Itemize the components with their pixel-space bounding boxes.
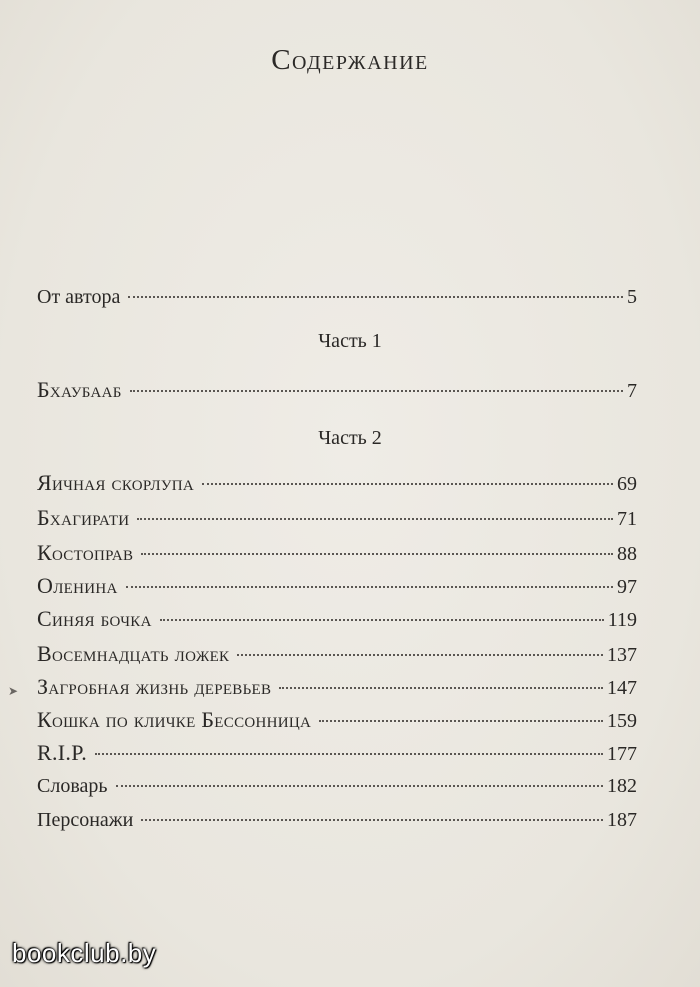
- toc-entry: [37, 376, 637, 404]
- toc-entry-title: Оленина: [37, 573, 118, 598]
- toc-entry-page: 137: [607, 644, 637, 666]
- dot-leader: [160, 619, 604, 621]
- dot-leader: [130, 390, 623, 392]
- toc-entry: [37, 283, 637, 311]
- toc-entry-page: 187: [607, 809, 637, 831]
- part-heading: Часть 1: [318, 330, 382, 352]
- toc-entry-page: 97: [617, 576, 637, 598]
- dot-leader: [141, 819, 603, 821]
- dot-leader: [202, 483, 613, 485]
- dot-leader: [128, 296, 623, 298]
- toc-entry: [37, 539, 637, 567]
- dot-leader: [319, 720, 603, 722]
- dot-leader: [141, 553, 613, 555]
- toc-entry: [37, 806, 637, 834]
- dot-leader: [237, 654, 603, 656]
- dot-leader: [116, 785, 604, 787]
- dot-leader: [126, 586, 613, 588]
- toc-entry-title: Бхагирати: [37, 505, 130, 530]
- margin-arrow-icon: ➤: [8, 684, 19, 698]
- toc-entry: [37, 572, 637, 600]
- toc-entry-title: Костоправ: [37, 540, 134, 565]
- watermark: bookclub.by: [12, 938, 157, 968]
- toc-entry-page: 5: [627, 286, 637, 308]
- toc-entry: [37, 706, 637, 734]
- toc-entry-title: Персонажи: [37, 809, 134, 831]
- toc-entry-title: Восемнадцать ложек: [37, 641, 230, 666]
- toc-entry-page: 119: [607, 609, 637, 631]
- toc-entry: [37, 469, 637, 497]
- toc-entry-page: 147: [607, 677, 637, 699]
- toc-entry-page: 71: [617, 508, 637, 530]
- toc-entry-page: 69: [617, 473, 637, 495]
- toc-entry-title: От автора: [37, 286, 121, 308]
- part-heading: Часть 2: [318, 427, 382, 449]
- toc-entry-title: Яичная скорлупа: [37, 470, 195, 495]
- dot-leader: [95, 753, 603, 755]
- toc-entry-title: Кошка по кличке Бессонница: [37, 707, 312, 732]
- toc-entry: [37, 673, 637, 701]
- toc-entry-title: Словарь: [37, 775, 108, 797]
- toc-entry: [37, 739, 637, 767]
- dot-leader: [279, 687, 603, 689]
- toc-entry-title: Бхаубааб: [37, 377, 122, 402]
- toc-entry-page: 159: [607, 710, 637, 732]
- toc-entry-page: 182: [607, 775, 637, 797]
- page-title: Содержание: [271, 44, 429, 76]
- toc-entry-page: 177: [607, 743, 637, 765]
- toc-entry-title: Синяя бочка: [37, 606, 152, 631]
- toc-entry: [37, 605, 637, 633]
- toc-entry-title: R.I.P.: [37, 740, 88, 765]
- toc-entry-page: 88: [617, 543, 637, 565]
- toc-entry: [37, 772, 637, 800]
- toc-entry-page: 7: [627, 380, 637, 402]
- toc-entry: [37, 640, 637, 668]
- toc-entry: [37, 504, 637, 532]
- toc-entry-title: Загробная жизнь деревьев: [37, 674, 272, 699]
- dot-leader: [137, 518, 613, 520]
